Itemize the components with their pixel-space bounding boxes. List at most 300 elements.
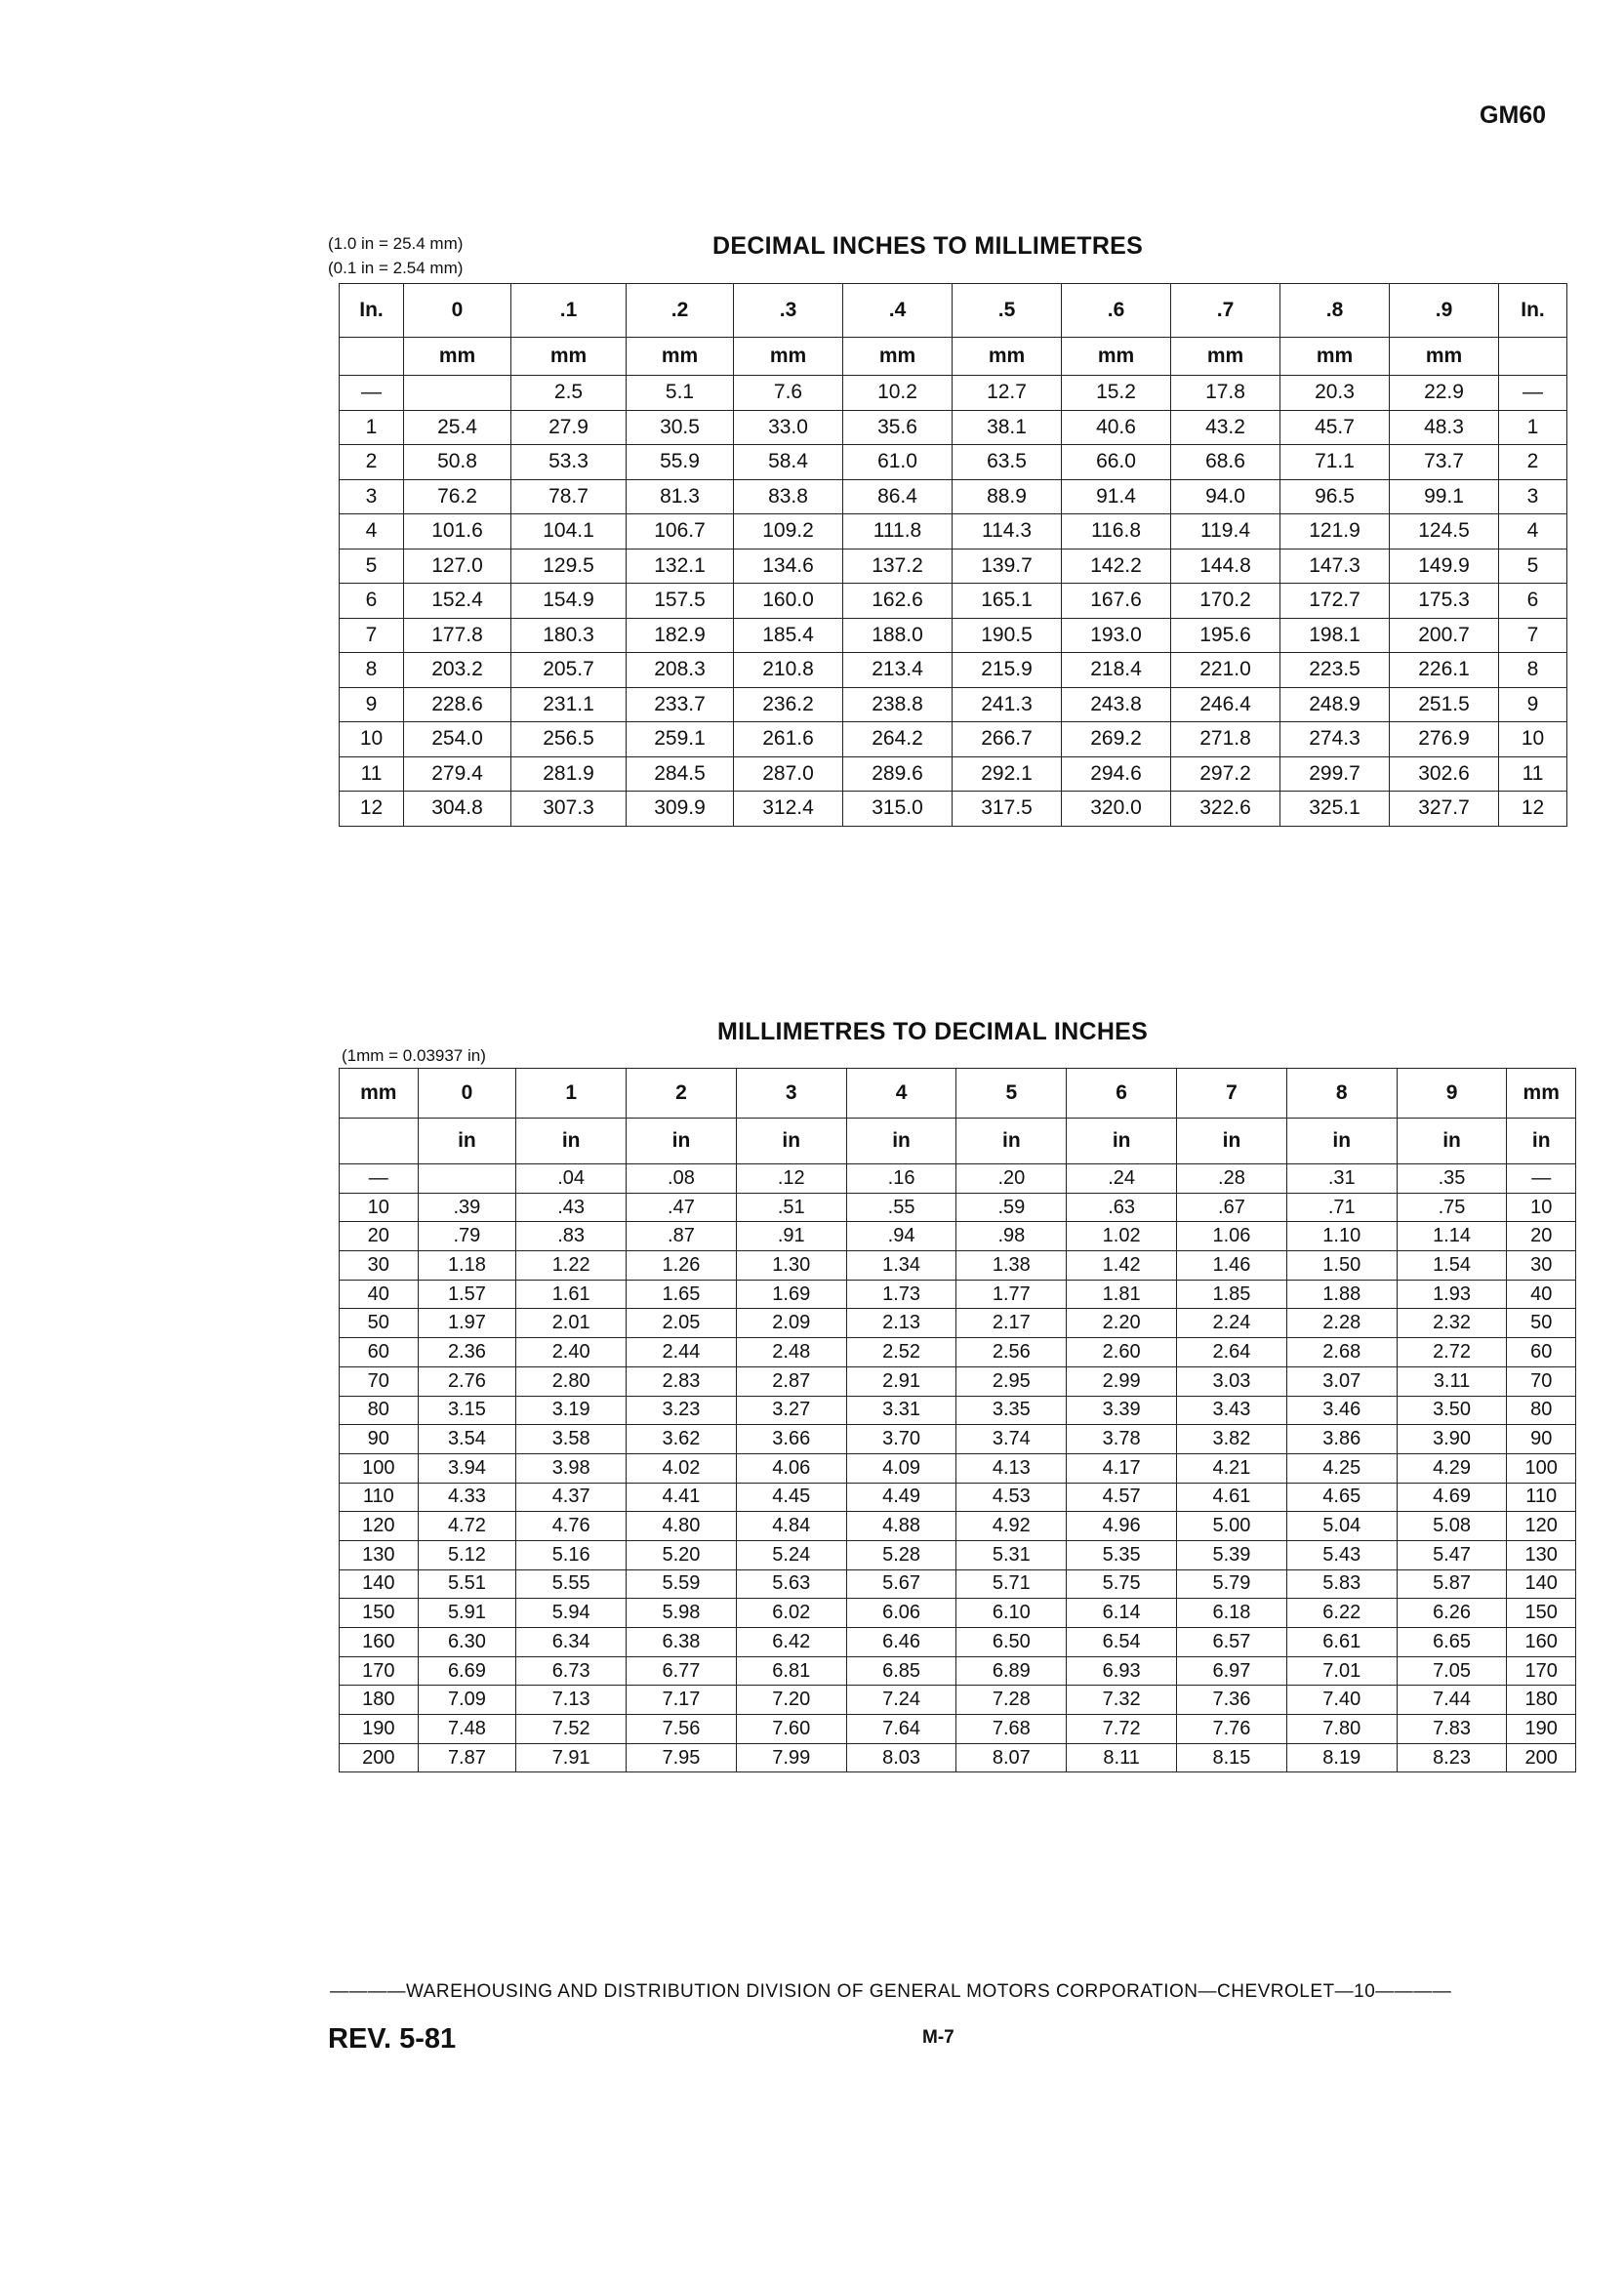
table-row bbox=[340, 1512, 1576, 1541]
table-cell: 7.76 bbox=[1177, 1715, 1287, 1744]
table-cell: 2.20 bbox=[1067, 1309, 1177, 1338]
table-cell: 5.67 bbox=[846, 1569, 956, 1599]
table-cell: 231.1 bbox=[511, 687, 627, 722]
table-cell: mm bbox=[1280, 338, 1390, 376]
table-cell: 48.3 bbox=[1390, 410, 1499, 445]
table-cell: .51 bbox=[736, 1193, 846, 1222]
table-cell: 90 bbox=[1507, 1425, 1576, 1454]
table-cell: 76.2 bbox=[404, 479, 511, 514]
table-cell: 200 bbox=[340, 1743, 419, 1772]
table-cell: 5.04 bbox=[1286, 1512, 1397, 1541]
table-cell: 1.46 bbox=[1177, 1251, 1287, 1281]
table-cell: 137.2 bbox=[843, 549, 953, 584]
table-cell: In. bbox=[1499, 284, 1567, 338]
table-cell: 4.53 bbox=[956, 1483, 1067, 1512]
table-row bbox=[340, 1396, 1576, 1425]
table-cell: 3.15 bbox=[418, 1396, 516, 1425]
table-cell: 154.9 bbox=[511, 584, 627, 619]
table-cell: 55.9 bbox=[627, 445, 734, 480]
table-cell: .35 bbox=[1397, 1164, 1507, 1194]
footer-division-line: ————WAREHOUSING AND DISTRIBUTION DIVISION OF GENERAL MOTORS CORPORATION—CHEVROLET—10———— bbox=[330, 1981, 1452, 2002]
table-row bbox=[340, 1164, 1576, 1194]
table-cell: 2.72 bbox=[1397, 1338, 1507, 1367]
table-cell: 160.0 bbox=[734, 584, 843, 619]
table-cell: 2.95 bbox=[956, 1366, 1067, 1396]
table-cell: .39 bbox=[418, 1193, 516, 1222]
table-cell: 2.5 bbox=[511, 376, 627, 411]
table-cell: .3 bbox=[734, 284, 843, 338]
table-cell: 1.10 bbox=[1286, 1222, 1397, 1251]
table-cell: 1.30 bbox=[736, 1251, 846, 1281]
table-cell: 4.09 bbox=[846, 1453, 956, 1483]
table-cell: .63 bbox=[1067, 1193, 1177, 1222]
table-cell: 7.83 bbox=[1397, 1715, 1507, 1744]
table-cell: 12 bbox=[340, 792, 404, 827]
table-cell: .5 bbox=[953, 284, 1062, 338]
table-cell: mm bbox=[1390, 338, 1499, 376]
inches-to-mm-table bbox=[339, 283, 1567, 827]
table-cell: 9 bbox=[1499, 687, 1567, 722]
table-cell: 5.87 bbox=[1397, 1569, 1507, 1599]
table-cell: 61.0 bbox=[843, 445, 953, 480]
table-cell: 0 bbox=[418, 1069, 516, 1119]
table-cell: .55 bbox=[846, 1193, 956, 1222]
table-cell: mm bbox=[340, 1069, 419, 1119]
table-cell: 129.5 bbox=[511, 549, 627, 584]
table-cell: 6.30 bbox=[418, 1628, 516, 1657]
table-cell: 1.77 bbox=[956, 1280, 1067, 1309]
table-cell: 6.50 bbox=[956, 1628, 1067, 1657]
table-cell: 150 bbox=[1507, 1599, 1576, 1628]
table-cell: 6.18 bbox=[1177, 1599, 1287, 1628]
table-cell: 4.57 bbox=[1067, 1483, 1177, 1512]
table-cell: 1.85 bbox=[1177, 1280, 1287, 1309]
table-cell: 53.3 bbox=[511, 445, 627, 480]
table-cell: 1.14 bbox=[1397, 1222, 1507, 1251]
table-cell: 2.68 bbox=[1286, 1338, 1397, 1367]
table-cell: 139.7 bbox=[953, 549, 1062, 584]
table-cell: 58.4 bbox=[734, 445, 843, 480]
table-cell: 7.52 bbox=[516, 1715, 627, 1744]
table-cell: 6.06 bbox=[846, 1599, 956, 1628]
table-cell: 5.1 bbox=[627, 376, 734, 411]
table-row bbox=[340, 756, 1567, 792]
table-cell: 2.48 bbox=[736, 1338, 846, 1367]
table-cell: 6.65 bbox=[1397, 1628, 1507, 1657]
table-cell: .83 bbox=[516, 1222, 627, 1251]
table-cell: 7.6 bbox=[734, 376, 843, 411]
table-cell: 4.25 bbox=[1286, 1453, 1397, 1483]
table-cell: .47 bbox=[627, 1193, 737, 1222]
table-cell: 6 bbox=[1499, 584, 1567, 619]
table-cell: 261.6 bbox=[734, 722, 843, 757]
table-cell: 60 bbox=[340, 1338, 419, 1367]
table-cell: 170.2 bbox=[1171, 584, 1280, 619]
table-cell: 304.8 bbox=[404, 792, 511, 827]
table-cell: 114.3 bbox=[953, 514, 1062, 550]
table-cell: .8 bbox=[1280, 284, 1390, 338]
table-cell: 188.0 bbox=[843, 618, 953, 653]
table-cell bbox=[340, 338, 404, 376]
table-cell: 5.12 bbox=[418, 1540, 516, 1569]
table-cell: 106.7 bbox=[627, 514, 734, 550]
table-cell: 8.15 bbox=[1177, 1743, 1287, 1772]
table-cell: 6.46 bbox=[846, 1628, 956, 1657]
table-cell: 2.60 bbox=[1067, 1338, 1177, 1367]
table-cell: 271.8 bbox=[1171, 722, 1280, 757]
table-cell: 162.6 bbox=[843, 584, 953, 619]
table-cell: 8.19 bbox=[1286, 1743, 1397, 1772]
table-cell: 3.31 bbox=[846, 1396, 956, 1425]
table-cell: 38.1 bbox=[953, 410, 1062, 445]
table-cell: 6.85 bbox=[846, 1656, 956, 1686]
table-cell: 4.17 bbox=[1067, 1453, 1177, 1483]
table-cell: 7 bbox=[1499, 618, 1567, 653]
table-cell: 3.94 bbox=[418, 1453, 516, 1483]
table-cell: 11 bbox=[1499, 756, 1567, 792]
table-row bbox=[340, 1338, 1576, 1367]
table-cell: 5.31 bbox=[956, 1540, 1067, 1569]
table-cell: mm bbox=[1062, 338, 1171, 376]
table-cell: .67 bbox=[1177, 1193, 1287, 1222]
table-cell: 5.91 bbox=[418, 1599, 516, 1628]
table-cell: 25.4 bbox=[404, 410, 511, 445]
table-cell: 10 bbox=[1499, 722, 1567, 757]
table-cell: 140 bbox=[1507, 1569, 1576, 1599]
table-cell: .28 bbox=[1177, 1164, 1287, 1194]
table-cell: 83.8 bbox=[734, 479, 843, 514]
table-cell: 40.6 bbox=[1062, 410, 1171, 445]
table-cell: 1 bbox=[1499, 410, 1567, 445]
table-cell: 2.24 bbox=[1177, 1309, 1287, 1338]
table-cell: 2.01 bbox=[516, 1309, 627, 1338]
table-cell: 3.27 bbox=[736, 1396, 846, 1425]
table-cell: 7.01 bbox=[1286, 1656, 1397, 1686]
table-cell: 3.78 bbox=[1067, 1425, 1177, 1454]
table-cell: 1.38 bbox=[956, 1251, 1067, 1281]
table-cell: 4.92 bbox=[956, 1512, 1067, 1541]
table-cell: 198.1 bbox=[1280, 618, 1390, 653]
table-cell: 4.13 bbox=[956, 1453, 1067, 1483]
table-cell: 5.75 bbox=[1067, 1569, 1177, 1599]
table-cell: 1.22 bbox=[516, 1251, 627, 1281]
table-cell: 12 bbox=[1499, 792, 1567, 827]
table-row bbox=[340, 1540, 1576, 1569]
table-cell: 30 bbox=[340, 1251, 419, 1281]
table-cell: 256.5 bbox=[511, 722, 627, 757]
table-cell: 315.0 bbox=[843, 792, 953, 827]
table-cell: mm bbox=[1171, 338, 1280, 376]
table-cell: 86.4 bbox=[843, 479, 953, 514]
table-cell: 10 bbox=[1507, 1193, 1576, 1222]
table-cell: 269.2 bbox=[1062, 722, 1171, 757]
table-cell: 7.48 bbox=[418, 1715, 516, 1744]
table-cell: 6.42 bbox=[736, 1628, 846, 1657]
table-cell: 170 bbox=[1507, 1656, 1576, 1686]
table-cell: 5.28 bbox=[846, 1540, 956, 1569]
table-cell: 2.13 bbox=[846, 1309, 956, 1338]
table-cell: 3.23 bbox=[627, 1396, 737, 1425]
table-cell: 5.79 bbox=[1177, 1569, 1287, 1599]
table-cell: 312.4 bbox=[734, 792, 843, 827]
table-cell: 3.62 bbox=[627, 1425, 737, 1454]
table-cell: 320.0 bbox=[1062, 792, 1171, 827]
table-cell: 5.43 bbox=[1286, 1540, 1397, 1569]
table-cell: 147.3 bbox=[1280, 549, 1390, 584]
table-cell: 2.91 bbox=[846, 1366, 956, 1396]
table-cell: 9 bbox=[340, 687, 404, 722]
table-cell: 7.99 bbox=[736, 1743, 846, 1772]
table-row bbox=[340, 1366, 1576, 1396]
table-cell: mm bbox=[404, 338, 511, 376]
table-cell: 12.7 bbox=[953, 376, 1062, 411]
table-cell: 27.9 bbox=[511, 410, 627, 445]
table-row bbox=[340, 376, 1567, 411]
table-cell: .91 bbox=[736, 1222, 846, 1251]
table-cell: 223.5 bbox=[1280, 653, 1390, 688]
table-row bbox=[340, 1425, 1576, 1454]
table-cell: in bbox=[516, 1119, 627, 1164]
table-row bbox=[340, 618, 1567, 653]
table-cell: In. bbox=[340, 284, 404, 338]
table-cell: 3 bbox=[340, 479, 404, 514]
table-cell: 190 bbox=[1507, 1715, 1576, 1744]
table-cell: 180.3 bbox=[511, 618, 627, 653]
table-cell: 5 bbox=[956, 1069, 1067, 1119]
table-cell: 302.6 bbox=[1390, 756, 1499, 792]
table-cell: 7.32 bbox=[1067, 1686, 1177, 1715]
table-cell: 170 bbox=[340, 1656, 419, 1686]
table-cell: 160 bbox=[1507, 1628, 1576, 1657]
table-cell: 1.50 bbox=[1286, 1251, 1397, 1281]
table-cell: 7.95 bbox=[627, 1743, 737, 1772]
table-cell: 1.93 bbox=[1397, 1280, 1507, 1309]
table-cell: 3.58 bbox=[516, 1425, 627, 1454]
table-cell: 289.6 bbox=[843, 756, 953, 792]
table-cell: 6.97 bbox=[1177, 1656, 1287, 1686]
table-cell: 6.73 bbox=[516, 1656, 627, 1686]
table-cell: 3.74 bbox=[956, 1425, 1067, 1454]
table-cell: 7.36 bbox=[1177, 1686, 1287, 1715]
table-cell: 94.0 bbox=[1171, 479, 1280, 514]
table-cell: 279.4 bbox=[404, 756, 511, 792]
table-cell: in bbox=[1177, 1119, 1287, 1164]
table-cell: .31 bbox=[1286, 1164, 1397, 1194]
table-cell: 297.2 bbox=[1171, 756, 1280, 792]
table-cell: 208.3 bbox=[627, 653, 734, 688]
table-cell: 165.1 bbox=[953, 584, 1062, 619]
table-cell: 7.24 bbox=[846, 1686, 956, 1715]
table-cell: 5.00 bbox=[1177, 1512, 1287, 1541]
table-cell: 4.33 bbox=[418, 1483, 516, 1512]
table-cell: 8.03 bbox=[846, 1743, 956, 1772]
table-cell: 248.9 bbox=[1280, 687, 1390, 722]
table-cell: 6.81 bbox=[736, 1656, 846, 1686]
table-row bbox=[340, 1569, 1576, 1599]
table-cell: 1 bbox=[340, 410, 404, 445]
table-cell: 134.6 bbox=[734, 549, 843, 584]
table-cell: 246.4 bbox=[1171, 687, 1280, 722]
table-cell: 60 bbox=[1507, 1338, 1576, 1367]
table-cell: 132.1 bbox=[627, 549, 734, 584]
table-row bbox=[340, 653, 1567, 688]
table-cell: 160 bbox=[340, 1628, 419, 1657]
table-cell: 274.3 bbox=[1280, 722, 1390, 757]
table-cell: 7.13 bbox=[516, 1686, 627, 1715]
table-cell: 7.72 bbox=[1067, 1715, 1177, 1744]
table-row bbox=[340, 1309, 1576, 1338]
table2-note: (1mm = 0.03937 in) bbox=[342, 1046, 486, 1065]
table-cell: 45.7 bbox=[1280, 410, 1390, 445]
table-cell: 299.7 bbox=[1280, 756, 1390, 792]
table-cell: 218.4 bbox=[1062, 653, 1171, 688]
table-cell: 4.49 bbox=[846, 1483, 956, 1512]
table-cell: 6.69 bbox=[418, 1656, 516, 1686]
table-cell: 20 bbox=[1507, 1222, 1576, 1251]
table-cell: 327.7 bbox=[1390, 792, 1499, 827]
table-cell: 4.41 bbox=[627, 1483, 737, 1512]
table-cell: mm bbox=[1507, 1069, 1576, 1119]
table-row bbox=[340, 1628, 1576, 1657]
table-cell: 7.05 bbox=[1397, 1656, 1507, 1686]
table-cell: 110 bbox=[1507, 1483, 1576, 1512]
table-cell: 4.76 bbox=[516, 1512, 627, 1541]
table-cell: 144.8 bbox=[1171, 549, 1280, 584]
table-row bbox=[340, 584, 1567, 619]
table-row bbox=[340, 514, 1567, 550]
table-cell: 0 bbox=[404, 284, 511, 338]
header-row bbox=[340, 1069, 1576, 1119]
table-cell: 6 bbox=[340, 584, 404, 619]
table-row bbox=[340, 1222, 1576, 1251]
table-cell: 4.80 bbox=[627, 1512, 737, 1541]
table-cell: 15.2 bbox=[1062, 376, 1171, 411]
table1-note-line1: (1.0 in = 25.4 mm) bbox=[328, 234, 464, 253]
table-cell: in bbox=[846, 1119, 956, 1164]
table-cell: 63.5 bbox=[953, 445, 1062, 480]
table-cell: 7.09 bbox=[418, 1686, 516, 1715]
table-cell: 5.83 bbox=[1286, 1569, 1397, 1599]
table-cell: 3.11 bbox=[1397, 1366, 1507, 1396]
table-cell: 142.2 bbox=[1062, 549, 1171, 584]
table-cell: 5.47 bbox=[1397, 1540, 1507, 1569]
table-cell: 127.0 bbox=[404, 549, 511, 584]
table-cell: 2.32 bbox=[1397, 1309, 1507, 1338]
table-cell: 50 bbox=[1507, 1309, 1576, 1338]
table-cell: 5.35 bbox=[1067, 1540, 1177, 1569]
revision-label: REV. 5-81 bbox=[328, 2023, 457, 2055]
table-cell: 2.44 bbox=[627, 1338, 737, 1367]
table-cell: 251.5 bbox=[1390, 687, 1499, 722]
table-row bbox=[340, 445, 1567, 480]
table-cell: 4.37 bbox=[516, 1483, 627, 1512]
table-cell: — bbox=[340, 376, 404, 411]
table-cell: 70 bbox=[340, 1366, 419, 1396]
table-cell: 10 bbox=[340, 722, 404, 757]
table-cell: 205.7 bbox=[511, 653, 627, 688]
table-cell: 104.1 bbox=[511, 514, 627, 550]
table-cell: 7.20 bbox=[736, 1686, 846, 1715]
table-cell: 2.64 bbox=[1177, 1338, 1287, 1367]
table-cell: 7 bbox=[340, 618, 404, 653]
table-cell: .59 bbox=[956, 1193, 1067, 1222]
table-row bbox=[340, 479, 1567, 514]
table-cell: 325.1 bbox=[1280, 792, 1390, 827]
table-cell: 3.46 bbox=[1286, 1396, 1397, 1425]
table-cell: 90 bbox=[340, 1425, 419, 1454]
table-cell: 5.24 bbox=[736, 1540, 846, 1569]
table-cell: 70 bbox=[1507, 1366, 1576, 1396]
table-cell: 1.26 bbox=[627, 1251, 737, 1281]
table-cell: 120 bbox=[340, 1512, 419, 1541]
table-cell: 78.7 bbox=[511, 479, 627, 514]
table-cell: .20 bbox=[956, 1164, 1067, 1194]
table-cell: 8.23 bbox=[1397, 1743, 1507, 1772]
table-cell: .08 bbox=[627, 1164, 737, 1194]
table-cell: 6.34 bbox=[516, 1628, 627, 1657]
table-row bbox=[340, 1193, 1576, 1222]
table-cell: 35.6 bbox=[843, 410, 953, 445]
table-cell: 7.91 bbox=[516, 1743, 627, 1772]
table-cell: in bbox=[1286, 1119, 1397, 1164]
table-cell: 7.87 bbox=[418, 1743, 516, 1772]
table-cell: mm bbox=[734, 338, 843, 376]
table-cell: 3.50 bbox=[1397, 1396, 1507, 1425]
table-cell: 1.34 bbox=[846, 1251, 956, 1281]
table-cell: 50.8 bbox=[404, 445, 511, 480]
table-cell: 1.42 bbox=[1067, 1251, 1177, 1281]
table-cell: 284.5 bbox=[627, 756, 734, 792]
table-cell: 215.9 bbox=[953, 653, 1062, 688]
table-cell: 4 bbox=[1499, 514, 1567, 550]
table-cell: 1.06 bbox=[1177, 1222, 1287, 1251]
table-cell: 4 bbox=[340, 514, 404, 550]
table-row bbox=[340, 1483, 1576, 1512]
table-cell: 40 bbox=[1507, 1280, 1576, 1309]
table-cell: mm bbox=[843, 338, 953, 376]
table-cell: 1.57 bbox=[418, 1280, 516, 1309]
table-cell: 2.05 bbox=[627, 1309, 737, 1338]
table-cell: 96.5 bbox=[1280, 479, 1390, 514]
table-cell: 10.2 bbox=[843, 376, 953, 411]
table-cell: 91.4 bbox=[1062, 479, 1171, 514]
table-cell: 30.5 bbox=[627, 410, 734, 445]
table-cell: 203.2 bbox=[404, 653, 511, 688]
table-cell: 5.20 bbox=[627, 1540, 737, 1569]
table-row bbox=[340, 1453, 1576, 1483]
table-row bbox=[340, 1280, 1576, 1309]
table-cell: 228.6 bbox=[404, 687, 511, 722]
table-cell: 7 bbox=[1177, 1069, 1287, 1119]
table-cell: 236.2 bbox=[734, 687, 843, 722]
table-cell: 20.3 bbox=[1280, 376, 1390, 411]
table-cell: 254.0 bbox=[404, 722, 511, 757]
table-cell: 4.96 bbox=[1067, 1512, 1177, 1541]
table-cell: 9 bbox=[1397, 1069, 1507, 1119]
table-cell: 1.02 bbox=[1067, 1222, 1177, 1251]
table-cell: .71 bbox=[1286, 1193, 1397, 1222]
table-cell: 2.76 bbox=[418, 1366, 516, 1396]
table-cell: 120 bbox=[1507, 1512, 1576, 1541]
table-cell: 50 bbox=[340, 1309, 419, 1338]
table-cell: — bbox=[1499, 376, 1567, 411]
table-cell: 264.2 bbox=[843, 722, 953, 757]
page-number: M-7 bbox=[922, 2027, 954, 2048]
table-cell: in bbox=[1507, 1119, 1576, 1164]
table-cell: 88.9 bbox=[953, 479, 1062, 514]
table-cell: 309.9 bbox=[627, 792, 734, 827]
table-cell: 317.5 bbox=[953, 792, 1062, 827]
